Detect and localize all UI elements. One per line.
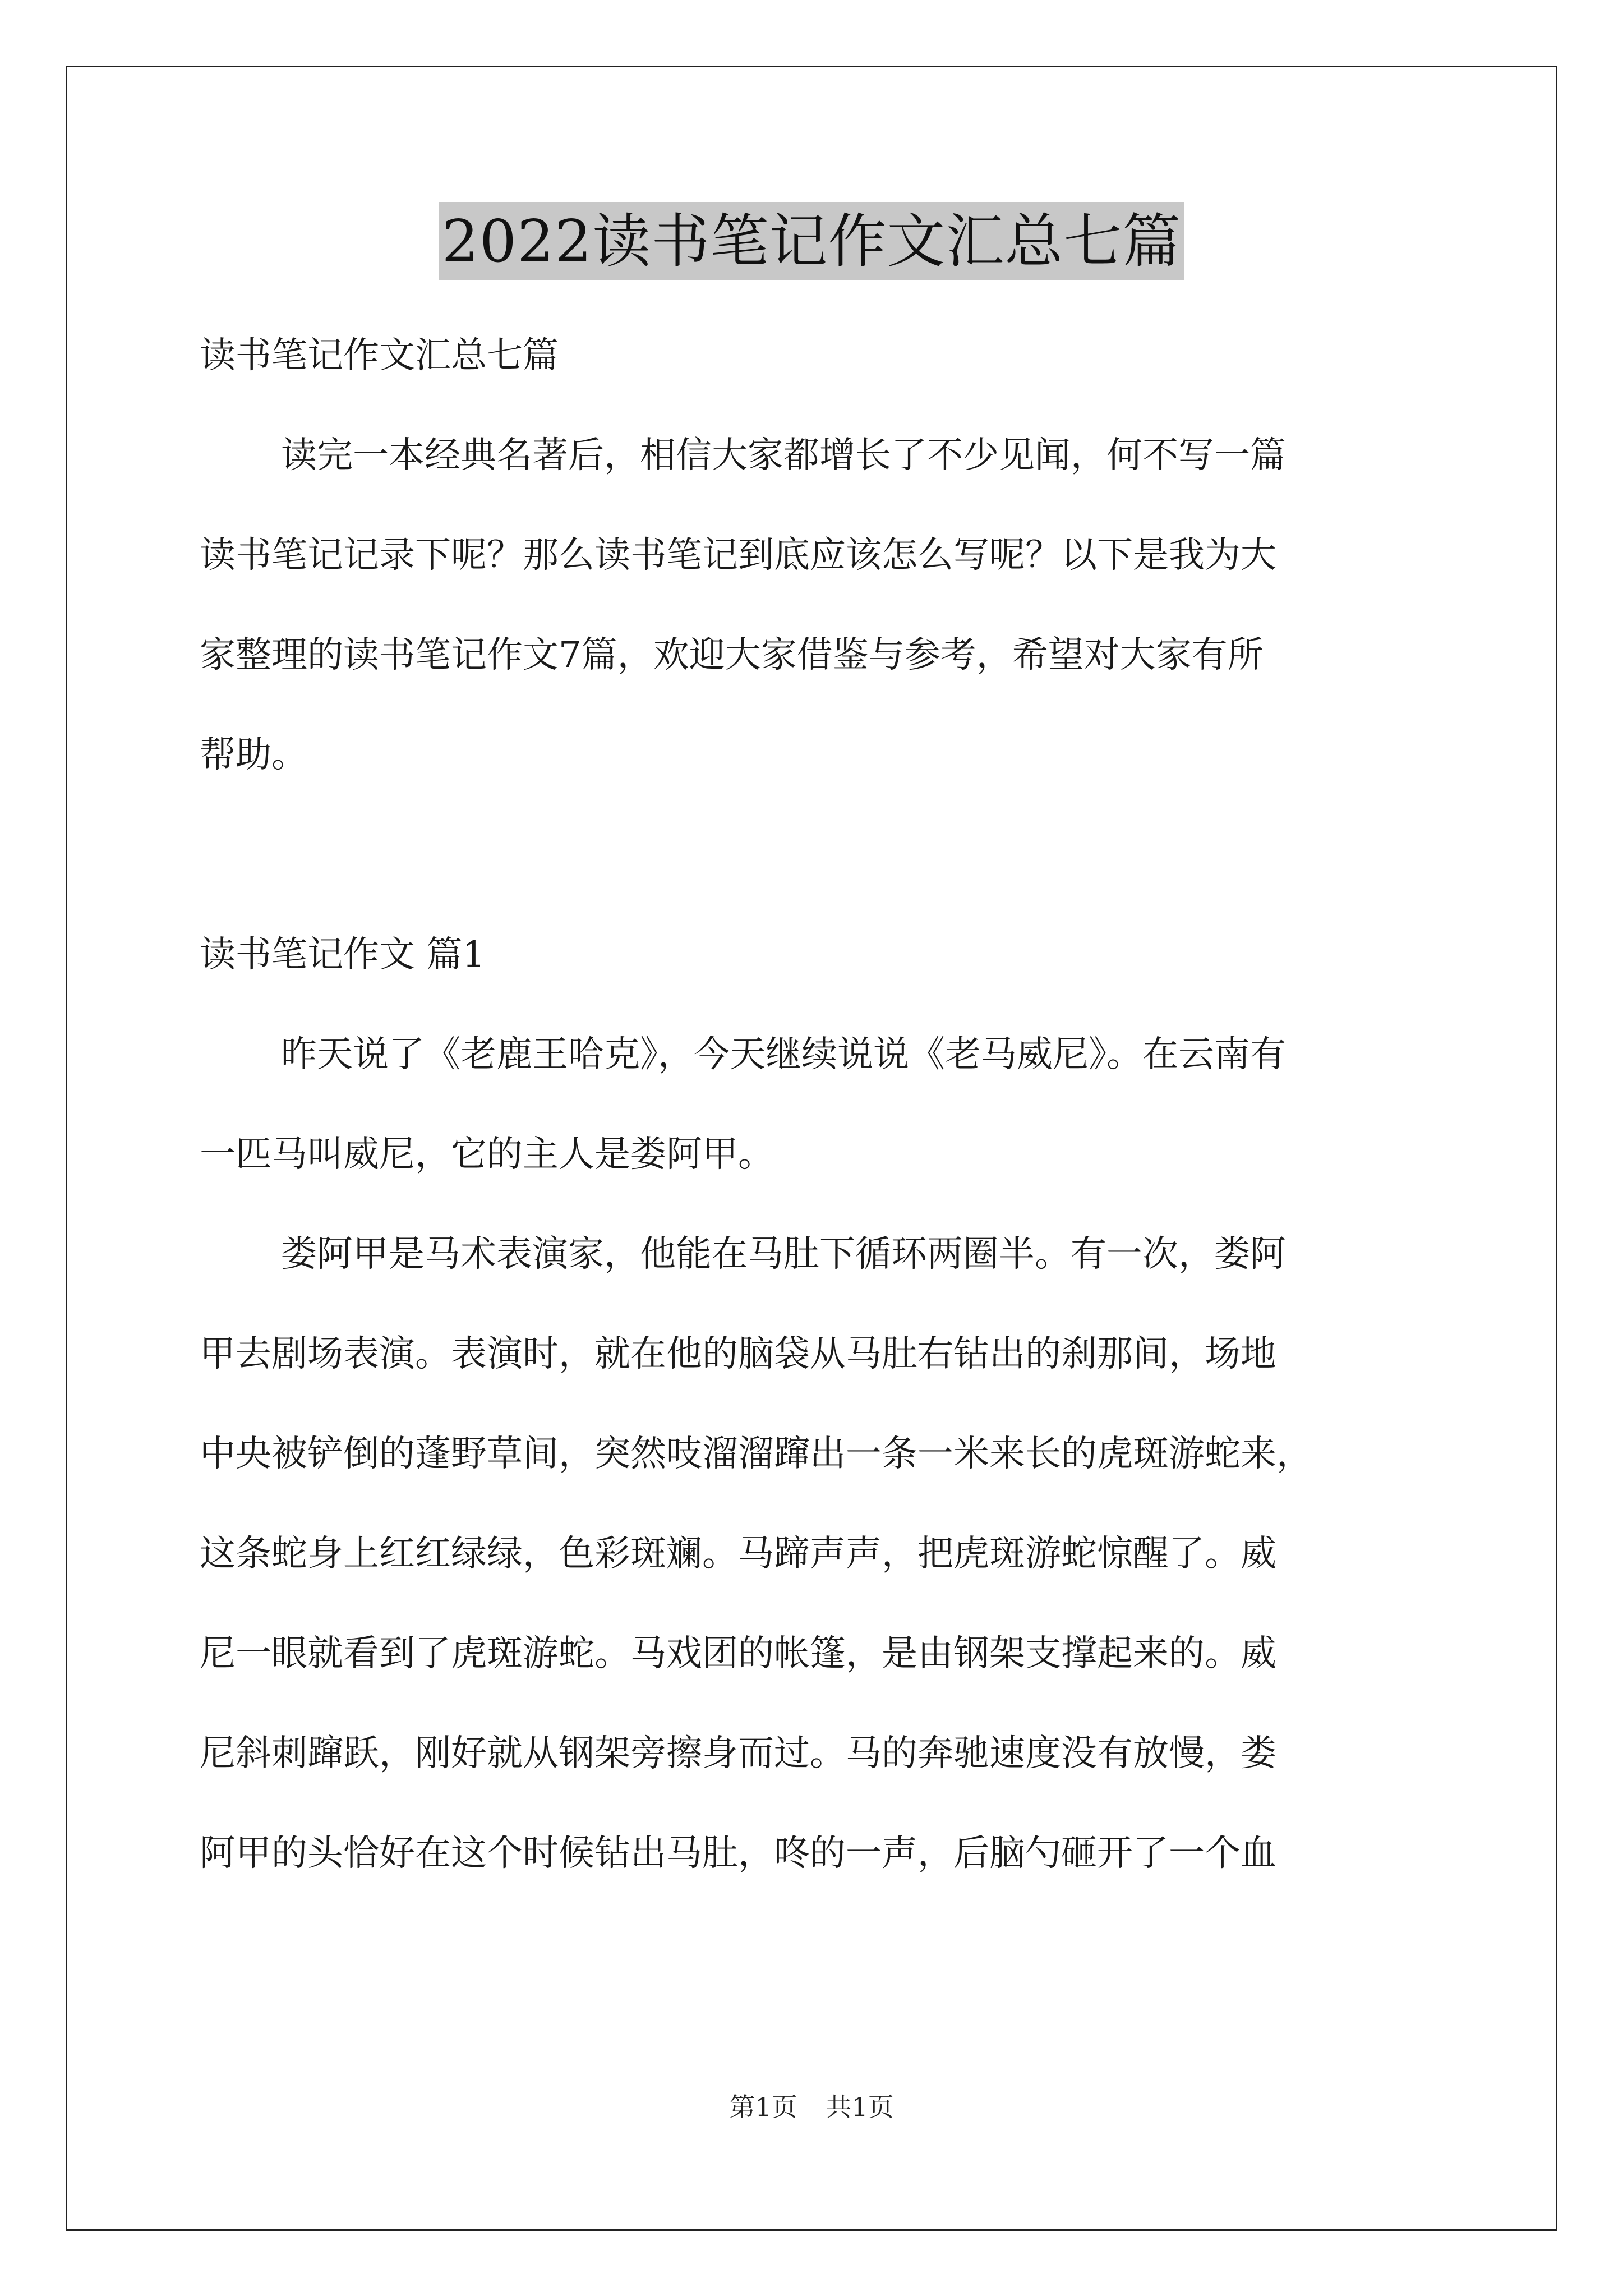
paragraph-line: 甲去剧场表演。表演时，就在他的脑袋从马肚右钻出的刹那间，场地	[200, 1333, 1276, 1375]
paragraph-line: 读完一本经典名著后，相信大家都增长了不少见闻，何不写一篇	[281, 435, 1286, 476]
page-number: 第1页	[729, 2092, 797, 2122]
paragraph-line: 尼一眼就看到了虎斑游蛇。马戏团的帐篷，是由钢架支撑起来的。威	[200, 1633, 1276, 1674]
paragraph-gap	[200, 805, 1428, 905]
paragraph-line: 尼斜刺蹿跃，刚好就从钢架旁擦身而过。马的奔驰速度没有放慢，娄	[200, 1733, 1276, 1774]
section-heading: 读书笔记作文汇总七篇	[200, 335, 559, 376]
paragraph-line: 昨天说了《老鹿王哈克》，今天继续说说《老马威尼》。在云南有	[281, 1034, 1286, 1075]
page-footer	[0, 2087, 1623, 2124]
paragraph-line: 阿甲的头恰好在这个时候钻出马肚，咚的一声，后脑勺砸开了一个血	[200, 1833, 1276, 1874]
paragraph-line: 读书笔记记录下呢？那么读书笔记到底应该怎么写呢？以下是我为大	[200, 535, 1276, 576]
section-heading: 读书笔记作文 篇1	[200, 934, 486, 976]
paragraph-line: 家整理的读书笔记作文7篇，欢迎大家借鉴与参考，希望对大家有所	[200, 634, 1264, 676]
document-title: 2022读书笔记作文汇总七篇	[439, 202, 1185, 280]
page-total: 共1页	[826, 2092, 894, 2122]
paragraph-line: 帮助。	[200, 734, 307, 776]
document-body	[200, 306, 1428, 1903]
title-container	[0, 202, 1623, 280]
paragraph-line: 中央被铲倒的蓬野草间，突然吱溜溜蹿出一条一米来长的虎斑游蛇来，	[200, 1433, 1312, 1475]
paragraph-line: 这条蛇身上红红绿绿，色彩斑斓。马蹄声声，把虎斑游蛇惊醒了。威	[200, 1533, 1276, 1575]
paragraph-line: 娄阿甲是马术表演家，他能在马肚下循环两圈半。有一次，娄阿	[281, 1234, 1286, 1275]
paragraph-line: 一匹马叫威尼，它的主人是娄阿甲。	[200, 1134, 774, 1175]
